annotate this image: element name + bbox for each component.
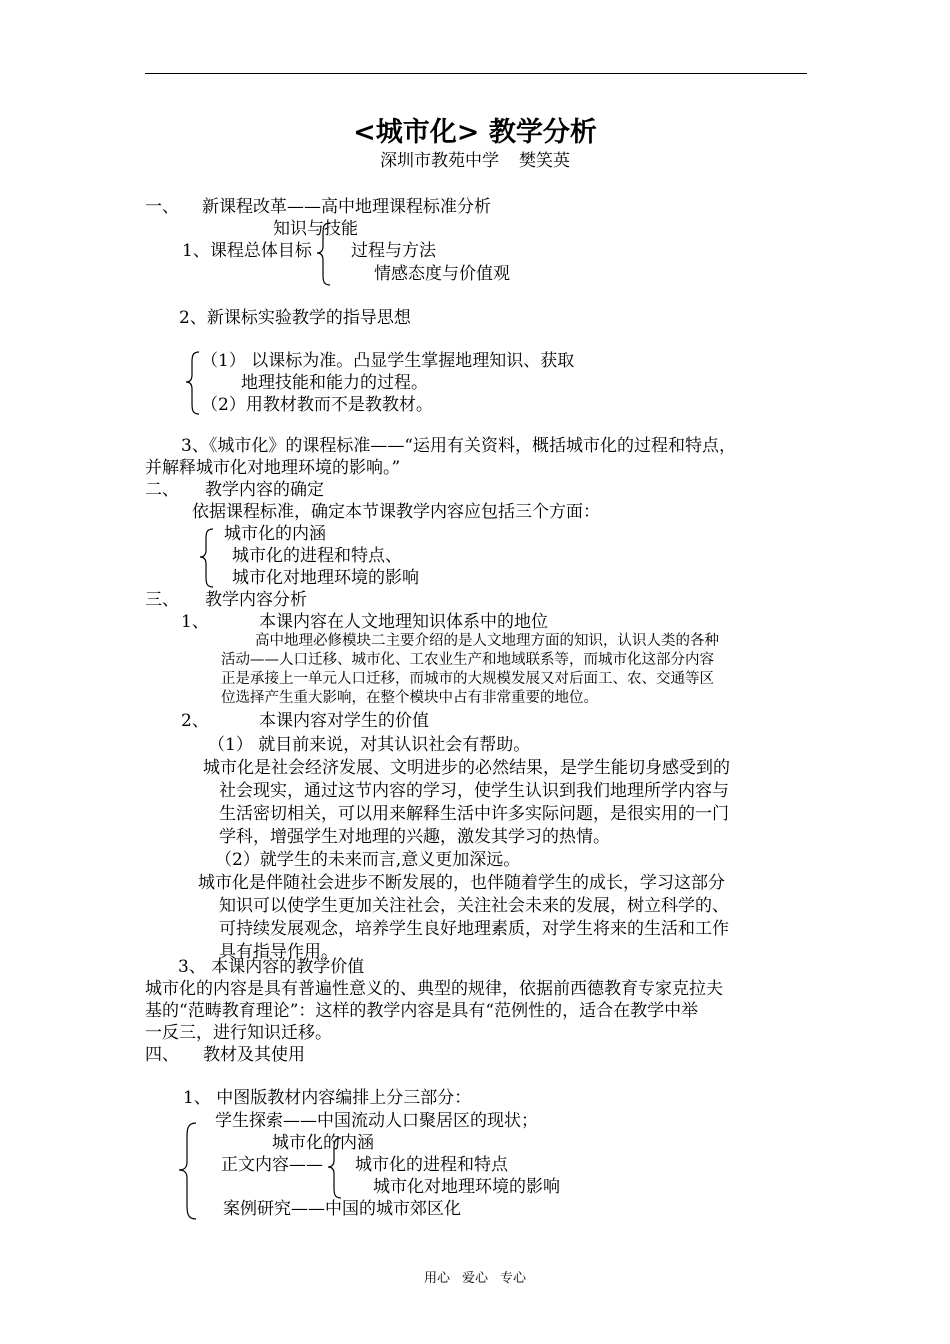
analysis-1-line-2: 活动——人口迁移、城市化、工农业生产和地域联系等，而城市化这部分内容 xyxy=(221,652,714,668)
header-rule xyxy=(145,73,807,74)
section-3-heading: 教学内容分析 xyxy=(205,590,307,610)
body-item-1: 城市化的内涵 xyxy=(272,1133,374,1153)
analysis-3-line-2: 基的“范畴教育理论”：这样的教学内容是具有“范例性的，适合在教学中举 xyxy=(145,1001,699,1021)
guide-item-2: （2）用教材教而不是教教材。 xyxy=(201,395,433,415)
value-sub-1: （1） 就目前来说，对其认识社会有帮助。 xyxy=(208,735,531,755)
body-item-2: 城市化的进程和特点 xyxy=(355,1155,508,1175)
section-2-number: 二、 xyxy=(145,480,179,500)
goal-brace xyxy=(316,222,334,286)
textbook-intro: 1、 中图版教材内容编排上分三部分： xyxy=(183,1088,472,1108)
analysis-1-title: 本课内容在人文地理知识体系中的地位 xyxy=(259,612,548,632)
analysis-2-title: 本课内容对学生的价值 xyxy=(259,711,429,731)
standard-line-2: 并解释城市化对地理环境的影响。” xyxy=(145,458,401,478)
author-name: 樊笑英 xyxy=(519,151,570,171)
value-sub-1-line-3: 生活密切相关，可以用来解释生活中许多实际问题，是很实用的一门 xyxy=(219,804,729,824)
value-sub-1-line-2: 社会现实，通过这节内容的学习，使学生认识到我们地理所学内容与 xyxy=(219,781,729,801)
section-2-heading: 教学内容的确定 xyxy=(205,480,324,500)
section-1-number: 一、 xyxy=(145,197,179,217)
analysis-3-line-3: 一反三，进行知识迁移。 xyxy=(145,1023,332,1043)
textbook-explore: 学生探索——中国流动人口聚居区的现状； xyxy=(215,1111,538,1131)
value-sub-2: （2）就学生的未来而言,意义更加深远。 xyxy=(215,850,521,870)
analysis-1-line-4: 位选择产生重大影响，在整个模块中占有非常重要的地位。 xyxy=(221,690,598,706)
page-title: <城市化> 教学分析 xyxy=(353,117,597,148)
page-footer xyxy=(0,1270,950,1288)
value-sub-1-line-4: 学科，增强学生对地理的兴趣，激发其学习的热情。 xyxy=(219,827,610,847)
goal-item-attitude: 情感态度与价值观 xyxy=(374,264,510,284)
goal-item-process: 过程与方法 xyxy=(351,241,436,261)
analysis-1-number: 1、 xyxy=(181,612,209,632)
textbook-brace xyxy=(178,1122,200,1220)
body-item-3: 城市化对地理环境的影响 xyxy=(373,1177,560,1197)
value-sub-2-line-1: 城市化是伴随社会进步不断发展的，也伴随着学生的成长，学习这部分 xyxy=(198,873,725,893)
section-2-intro: 依据课程标准，确定本节课教学内容应包括三个方面： xyxy=(192,502,600,522)
content-item-2: 城市化的进程和特点、 xyxy=(232,546,402,566)
body-brace xyxy=(327,1137,345,1199)
textbook-case: 案例研究——中国的城市郊区化 xyxy=(223,1199,461,1219)
value-sub-2-line-3: 可持续发展观念，培养学生良好地理素质，对学生将来的生活和工作 xyxy=(219,919,729,939)
analysis-1-line-1: 高中地理必修模块二主要介绍的是人文地理方面的知识，认识人类的各种 xyxy=(255,633,719,649)
analysis-2-number: 2、 xyxy=(181,711,209,731)
guide-title: 2、新课标实验教学的指导思想 xyxy=(179,308,411,328)
analysis-3-title: 3、 本课内容的教学价值 xyxy=(178,957,365,977)
school-name: 深圳市教苑中学 xyxy=(380,151,499,171)
goal-item-knowledge: 知识与技能 xyxy=(273,219,358,239)
value-sub-1-line-1: 城市化是社会经济发展、文明进步的必然结果，是学生能切身感受到的 xyxy=(203,758,730,778)
content-brace xyxy=(199,528,217,588)
section-3-number: 三、 xyxy=(145,590,179,610)
footer-word-1: 用心 xyxy=(423,1271,450,1286)
section-4-number: 四、 xyxy=(145,1045,179,1065)
goal-label: 1、课程总体目标 xyxy=(182,241,312,261)
content-item-1: 城市化的内涵 xyxy=(224,524,326,544)
body-label: 正文内容—— xyxy=(221,1155,323,1175)
guide-item-1: （1） 以课标为准。凸显学生掌握地理知识、获取 xyxy=(201,351,575,371)
analysis-1-line-3: 正是承接上一单元人口迁移，而城市的大规模发展又对后面工、农、交通等区 xyxy=(221,671,714,687)
value-sub-2-line-2: 知识可以使学生更加关注社会，关注社会未来的发展，树立科学的、 xyxy=(219,896,729,916)
content-item-3: 城市化对地理环境的影响 xyxy=(232,568,419,588)
standard-line-1: 3、《城市化》的课程标准——“运用有关资料，概括城市化的过程和特点， xyxy=(181,436,737,456)
value-sub-2-line-4: 具有指导作用。 xyxy=(219,942,338,962)
section-1-heading: 新课程改革——高中地理课程标准分析 xyxy=(202,197,491,217)
guide-item-1-cont: 地理技能和能力的过程。 xyxy=(241,373,428,393)
section-4-heading: 教材及其使用 xyxy=(203,1045,305,1065)
page-subtitle xyxy=(0,150,950,172)
footer-word-2: 爱心 xyxy=(461,1271,488,1286)
analysis-3-line-1: 城市化的内容是具有普遍性意义的、典型的规律，依据前西德教育专家克拉夫 xyxy=(145,979,723,999)
footer-word-3: 专心 xyxy=(500,1271,527,1286)
